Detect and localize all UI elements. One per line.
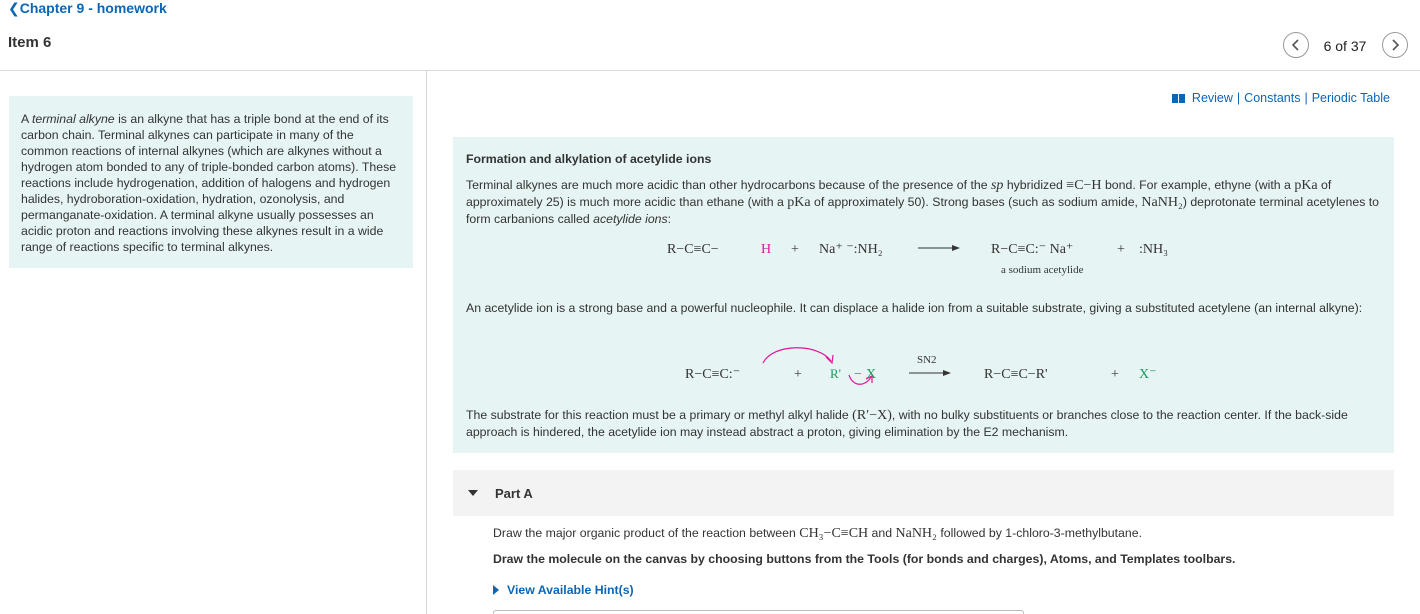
info-panel [453, 137, 1394, 453]
drawing-canvas[interactable] [493, 610, 1024, 614]
text: The substrate for this reaction must be a primary or methyl alkyl halide [466, 408, 853, 422]
eq2-plus-2: + [1111, 367, 1119, 382]
eq2-bond: − [854, 367, 862, 382]
eq1-reactant: R−C≡C− [667, 242, 719, 257]
pka-term: pKa [787, 195, 811, 210]
panel-divider[interactable] [426, 71, 427, 614]
pka-term: pKa [1294, 178, 1318, 193]
review-link[interactable]: Review [1191, 91, 1233, 105]
eq2-byproduct: X⁻ [1139, 367, 1157, 382]
eq1-hydrogen: H [761, 242, 772, 257]
text: Terminal alkynes are much more acidic than other hydrocarbons because of the presence of the [466, 178, 991, 192]
separator: | [1236, 91, 1241, 105]
part-a-question [493, 526, 1142, 542]
chevron-left-icon [1291, 39, 1301, 51]
eq1-arrowhead [952, 245, 960, 251]
previous-item-button[interactable] [1283, 32, 1309, 58]
next-item-button[interactable] [1382, 32, 1408, 58]
info-title: Formation and alkylation of acetylide ions [466, 152, 712, 166]
sp-term: sp [990, 178, 1004, 193]
constants-link[interactable]: Constants [1244, 91, 1301, 105]
hints-label: View Available Hint(s) [507, 583, 634, 597]
caret-down-icon [468, 490, 478, 496]
item-title: Item 6 [8, 34, 52, 51]
chevron-left-icon: ❮ [8, 0, 20, 16]
page-counter: 6 of 37 [1323, 38, 1367, 54]
text: of approximately 50). Strong bases (such as sodium amide, [810, 195, 1142, 209]
intro-text: A [21, 112, 32, 126]
deprotonation-equation [453, 233, 1394, 283]
intro-panel [9, 96, 413, 268]
text: : [667, 212, 672, 226]
chevron-right-icon [1390, 39, 1400, 51]
intro-term: terminal alkyne [31, 112, 115, 126]
text: Draw the major organic product of the reaction between [493, 526, 800, 540]
info-paragraph-1 [466, 177, 1381, 227]
caret-right-icon [493, 585, 499, 595]
text: , with no bulky substituents or branches close to the reaction center. If the back-side approach is hindered, the acetylide ion may instead abstract a proton, giving elimination by the E2 mechanism. [466, 408, 1348, 439]
bond-formula: ≡C−H [1066, 178, 1102, 193]
back-to-chapter-link[interactable] [8, 0, 167, 17]
alkylation-equation [453, 345, 1394, 395]
eq1-label: a sodium acetylide [1001, 264, 1084, 276]
base-formula: NaNH₂ [895, 526, 937, 541]
reactant-formula: CH₃−C≡CH [799, 526, 869, 541]
separator: | [1304, 91, 1308, 105]
periodic-table-link[interactable]: Periodic Table [1311, 91, 1390, 105]
text: ) deprotonate terminal acetylenes to form carbanions called [466, 195, 1380, 226]
text: and [868, 526, 896, 540]
electron-arrow-1 [763, 348, 831, 363]
eq2-reactant: R−C≡C:⁻ [685, 367, 741, 382]
eq2-plus: + [794, 367, 802, 382]
info-paragraph-2: An acetylide ion is a strong base and a powerful nucleophile. It can displace a halide ion from a suitable substrate, giving a substituted acetylene (an internal alkyne): [466, 301, 1363, 315]
reference-links [1172, 91, 1390, 105]
part-a-header[interactable] [453, 470, 1394, 516]
intro-text-rest: is an alkyne that has a triple bond at the end of its carbon chain. Terminal alkynes can participate in many of the common reactions of internal alkynes (which are alkynes without a hydrogen atom bonded to any of triple-bonded carbon atoms). These reactions include hydrogenation, addition of halogens and hydrogen halides, hydroboration-oxidation, hydration, ozonolysis, and permanganate-oxidation. A terminal alkyne usually possesses an acidic proton and reactions involving these alkynes result in a wide range of reactions specific to terminal alkynes. [21, 112, 397, 254]
eq1-base: Na⁺ ⁻:NH₂ [819, 242, 883, 257]
eq2-product: R−C≡C−R' [984, 367, 1048, 382]
eq2-halide: X [866, 367, 877, 382]
eq1-byproduct: :NH₃ [1139, 242, 1168, 257]
info-paragraph-3 [466, 407, 1376, 440]
part-a-instruction: Draw the molecule on the canvas by choosing buttons from the Tools (for bonds and charges), Atoms, and Templates toolbars. [493, 552, 1236, 566]
text: hybridized [1003, 178, 1067, 192]
eq1-plus: + [791, 242, 799, 257]
review-icon [1172, 94, 1185, 103]
part-a-title: Part A [495, 486, 533, 501]
eq2-condition: SN2 [917, 354, 937, 366]
acetylide-term: acetylide ions [593, 212, 668, 226]
alkyl-halide-formula: (R′−X) [852, 408, 892, 423]
eq1-plus-2: + [1117, 242, 1125, 257]
nanh2-formula: NaNH₂ [1141, 195, 1183, 210]
view-hints-toggle[interactable] [493, 583, 634, 597]
top-bar [0, 0, 1420, 71]
text: bond. For example, ethyne (with a [1101, 178, 1295, 192]
text: followed by 1-chloro-3-methylbutane. [936, 526, 1142, 540]
back-link-label: Chapter 9 - homework [19, 0, 167, 16]
eq1-product: R−C≡C:⁻ Na⁺ [991, 242, 1074, 257]
eq2-rprime: R' [830, 366, 842, 381]
text: of approximately 25) is much more acidic than ethane (with a [466, 178, 1332, 209]
eq2-arrowhead [943, 370, 951, 376]
